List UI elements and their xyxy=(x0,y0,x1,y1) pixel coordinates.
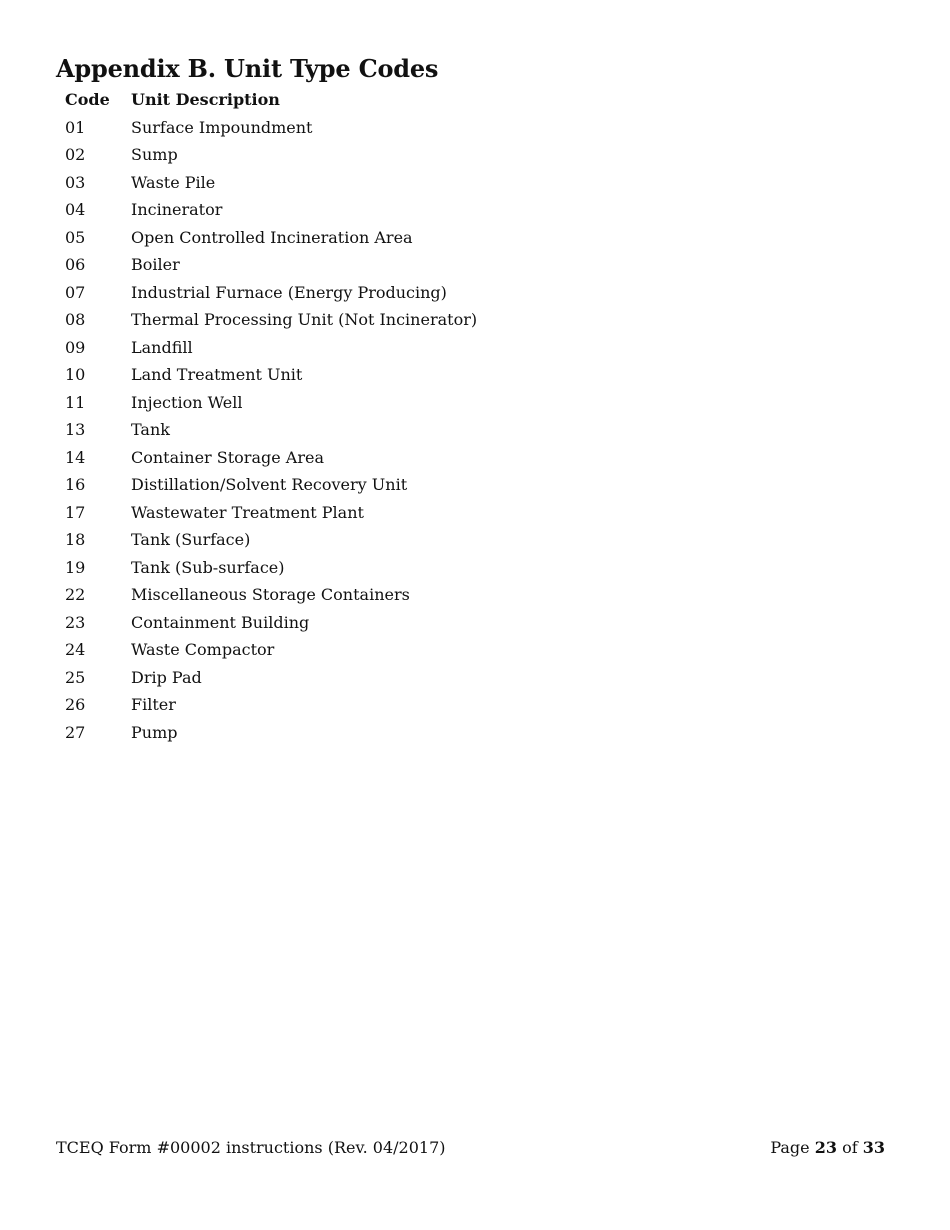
table-row xyxy=(56,444,477,472)
table-row xyxy=(56,471,477,499)
table-body xyxy=(56,114,477,747)
unit-description: Sump xyxy=(131,145,178,164)
unit-description: Landfill xyxy=(131,337,193,357)
description-column-header: Unit Description xyxy=(131,90,280,109)
unit-code: 17 xyxy=(65,502,86,522)
unit-code: 04 xyxy=(65,200,86,219)
table-row xyxy=(56,389,477,417)
table-row xyxy=(56,141,477,169)
unit-description: Tank (Sub-surface) xyxy=(131,557,285,577)
table-row xyxy=(56,664,477,692)
table-row xyxy=(56,251,477,279)
unit-description: Distillation/Solvent Recovery Unit xyxy=(131,475,408,494)
unit-description: Tank (Surface) xyxy=(131,530,251,549)
footer-page-number xyxy=(770,1136,885,1160)
unit-description: Thermal Processing Unit (Not Incinerator) xyxy=(131,310,478,329)
table-row xyxy=(56,416,477,444)
unit-code: 26 xyxy=(65,695,86,714)
unit-description: Tank xyxy=(131,420,170,439)
table-row xyxy=(56,719,477,747)
unit-code: 16 xyxy=(65,475,86,494)
unit-description: Wastewater Treatment Plant xyxy=(131,502,364,522)
footer-form-label: TCEQ Form #00002 instructions (Rev. 04/2017) xyxy=(56,1138,446,1157)
page-of: of xyxy=(842,1138,858,1157)
table-row xyxy=(56,581,477,609)
table-row xyxy=(56,361,477,389)
table-row xyxy=(56,169,477,197)
unit-description: Drip Pad xyxy=(131,667,202,687)
unit-description: Pump xyxy=(131,722,178,742)
unit-code: 05 xyxy=(65,227,86,247)
unit-description: Boiler xyxy=(131,255,180,274)
unit-code: 01 xyxy=(65,117,86,137)
unit-description: Miscellaneous Storage Containers xyxy=(131,585,410,604)
unit-code: 08 xyxy=(65,310,86,329)
unit-type-codes-table xyxy=(56,86,477,746)
table-row xyxy=(56,609,477,637)
unit-description: Land Treatment Unit xyxy=(131,365,303,384)
table-row xyxy=(56,691,477,719)
unit-description: Injection Well xyxy=(131,392,243,412)
table-row xyxy=(56,196,477,224)
unit-description: Open Controlled Incineration Area xyxy=(131,227,413,247)
table-row xyxy=(56,334,477,362)
unit-code: 06 xyxy=(65,255,86,274)
table-row xyxy=(56,114,477,142)
page-prefix: Page xyxy=(770,1138,810,1157)
unit-description: Industrial Furnace (Energy Producing) xyxy=(131,282,447,302)
page-total: 33 xyxy=(862,1138,885,1157)
unit-code: 07 xyxy=(65,282,86,302)
unit-code: 24 xyxy=(65,640,86,659)
code-column-header: Code xyxy=(65,90,110,109)
table-row xyxy=(56,224,477,252)
page-current: 23 xyxy=(814,1138,837,1157)
unit-code: 10 xyxy=(65,365,86,384)
unit-code: 14 xyxy=(65,447,86,467)
table-row xyxy=(56,279,477,307)
unit-code: 02 xyxy=(65,145,86,164)
table-row xyxy=(56,306,477,334)
unit-description: Containment Building xyxy=(131,612,310,632)
unit-code: 25 xyxy=(65,667,86,687)
unit-description: Waste Compactor xyxy=(131,640,275,659)
unit-description: Waste Pile xyxy=(131,172,216,192)
unit-code: 27 xyxy=(65,722,86,742)
page-title: Appendix B. Unit Type Codes xyxy=(56,54,439,83)
table-row xyxy=(56,554,477,582)
unit-code: 13 xyxy=(65,420,86,439)
unit-code: 11 xyxy=(65,392,86,412)
table-header-row xyxy=(56,86,477,114)
unit-description: Filter xyxy=(131,695,176,714)
table-row xyxy=(56,526,477,554)
unit-code: 18 xyxy=(65,530,86,549)
unit-description: Surface Impoundment xyxy=(131,117,313,137)
unit-code: 19 xyxy=(65,557,86,577)
table-row xyxy=(56,499,477,527)
table-row xyxy=(56,636,477,664)
unit-code: 22 xyxy=(65,585,86,604)
unit-description: Incinerator xyxy=(131,200,223,219)
unit-description: Container Storage Area xyxy=(131,447,324,467)
unit-code: 03 xyxy=(65,172,86,192)
unit-code: 09 xyxy=(65,337,86,357)
unit-code: 23 xyxy=(65,612,86,632)
